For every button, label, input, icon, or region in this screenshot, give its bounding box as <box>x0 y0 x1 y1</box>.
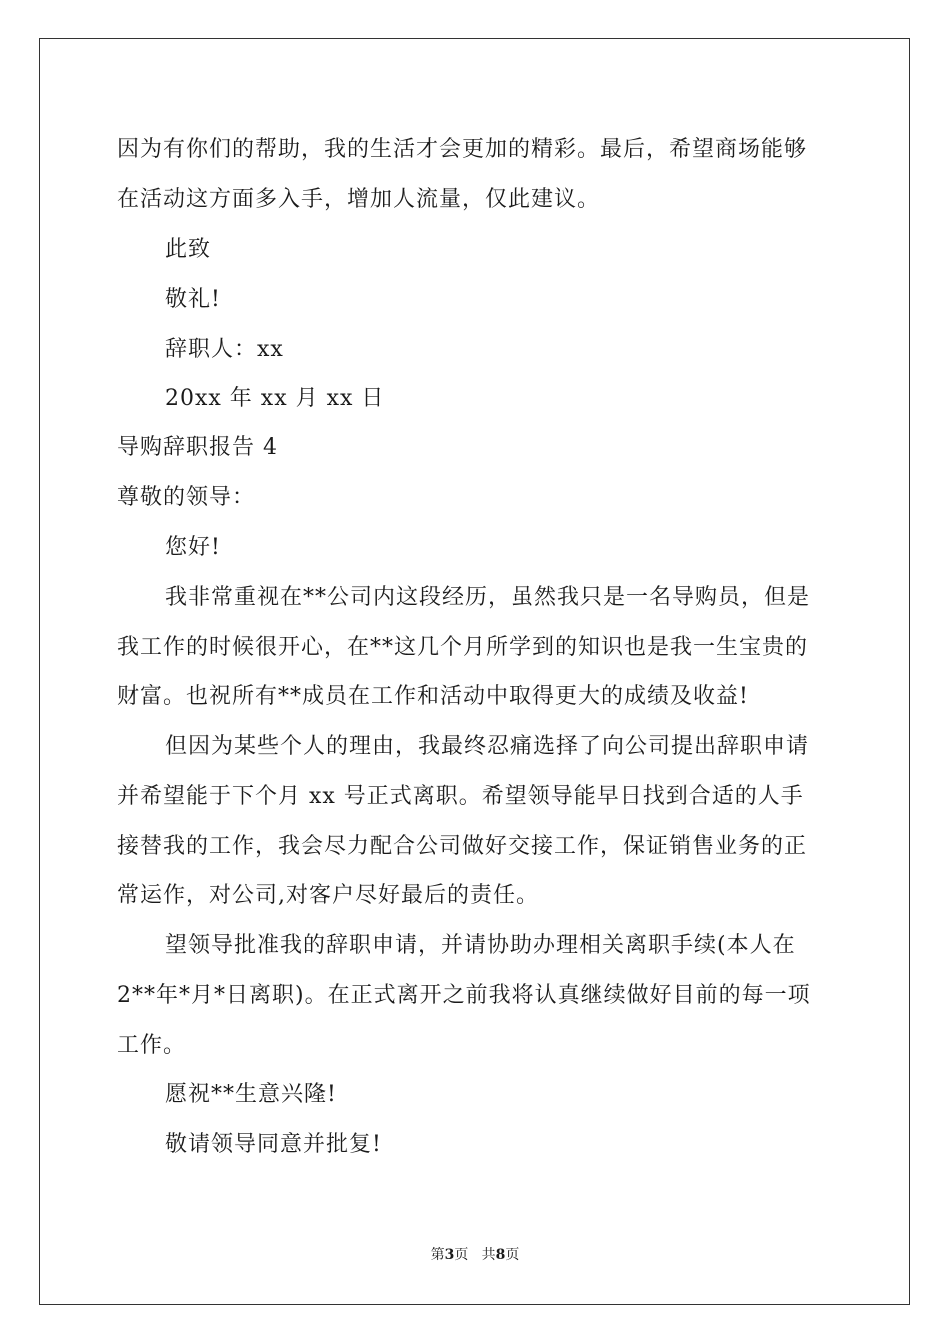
paragraph-1-line-2: 我工作的时候很开心，在**这几个月所学到的知识也是我一生宝贵的 <box>117 635 809 660</box>
closing-regards: 敬礼! <box>165 287 221 312</box>
letter-hello: 您好! <box>165 535 221 560</box>
closing-salutation: 此致 <box>165 237 212 262</box>
request-line: 敬请领导同意并批复! <box>165 1132 382 1157</box>
footer-total-prefix: 共 <box>481 1247 496 1263</box>
current-page-number: 3 <box>444 1247 455 1263</box>
footer-prefix: 第 <box>430 1247 445 1263</box>
paragraph-2-line-1: 但因为某些个人的理由，我最终忍痛选择了向公司提出辞职申请 <box>165 734 810 759</box>
page-border <box>39 38 910 1305</box>
footer-total-suffix: 页 <box>505 1247 520 1263</box>
total-page-number: 8 <box>495 1247 506 1263</box>
paragraph-3-line-1: 望领导批准我的辞职申请，并请协助办理相关离职手续(本人在 <box>165 933 796 958</box>
paragraph-2-line-4: 常运作，对公司,对客户尽好最后的责任。 <box>117 883 539 908</box>
body-line-1: 因为有你们的帮助，我的生活才会更加的精彩。最后，希望商场能够 <box>117 137 808 162</box>
paragraph-1-line-1: 我非常重视在**公司内这段经历，虽然我只是一名导购员，但是 <box>165 585 811 610</box>
paragraph-2-line-2: 并希望能于下个月 xx 号正式离职。希望领导能早日找到合适的人手 <box>117 784 804 809</box>
paragraph-3-line-2: 2**年*月*日离职)。在正式离开之前我将认真继续做好目前的每一项 <box>117 983 811 1008</box>
body-line-2: 在活动这方面多入手，增加人流量，仅此建议。 <box>117 187 601 212</box>
section-title: 导购辞职报告 4 <box>117 435 278 460</box>
signature-date: 20xx 年 xx 月 xx 日 <box>165 386 385 411</box>
paragraph-3-line-3: 工作。 <box>117 1033 187 1058</box>
paragraph-1-line-3: 财富。也祝所有**成员在工作和活动中取得更大的成绩及收益! <box>117 684 749 709</box>
footer-page-suffix: 页 <box>454 1247 469 1263</box>
signature-name: 辞职人：xx <box>165 337 284 362</box>
paragraph-2-line-3: 接替我的工作，我会尽力配合公司做好交接工作，保证销售业务的正 <box>117 834 808 859</box>
wish-line: 愿祝**生意兴隆! <box>165 1082 337 1107</box>
letter-greeting: 尊敬的领导： <box>117 485 256 510</box>
page-footer <box>0 1246 950 1264</box>
